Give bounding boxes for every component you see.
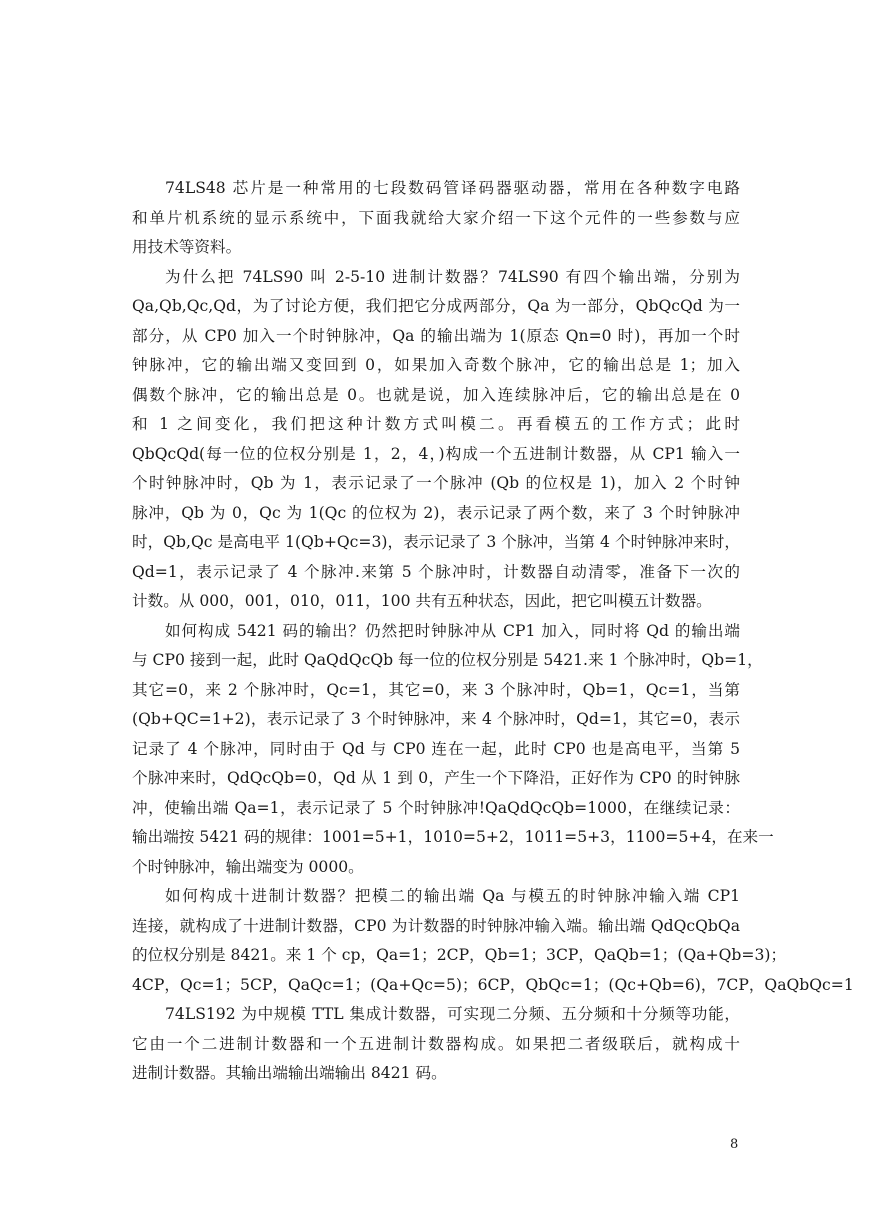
text-line: 4CP，Qc=1；5CP，QaQc=1；(Qa+Qc=5)；6CP，QbQc=1；(Qc+Qb=6)，7CP，QaQbQc=1 (132, 975, 854, 994)
body-text (132, 174, 854, 1089)
text-line: 其它=0，来 2 个脉冲时，Qc=1，其它=0，来 3 个脉冲时，Qb=1，Qc=1，当第 (132, 680, 740, 699)
text-line: 与 CP0 接到一起，此时 QaQdQcQb 每一位的位权分别是 5421.来 1 个脉冲时，Qb=1， (132, 651, 763, 669)
text-line: 用技术等资料。 (132, 238, 242, 256)
text-line: 记录了 4 个脉冲，同时由于 Qd 与 CP0 连在一起，此时 CP0 也是高电平，当第 5 (132, 739, 740, 758)
text-line: 的位权分别是 8421。来 1 个 cp，Qa=1；2CP，Qb=1；3CP，QaQb=1；(Qa+Qb=3)； (132, 946, 787, 964)
text-line: 偶数个脉冲，它的输出总是 0。也就是说，加入连续脉冲后，它的输出总是在 0 (132, 385, 740, 404)
text-line: 部分，从 CP0 加入一个时钟脉冲，Qa 的输出端为 1(原态 Qn=0 时)，再加一个时 (132, 326, 740, 345)
text-line: 如何构成 5421 码的输出？仍然把时钟脉冲从 CP1 加入，同时将 Qd 的输出端 (165, 621, 740, 640)
text-line: 74LS48 芯片是一种常用的七段数码管译码器驱动器，常用在各种数字电路 (165, 179, 740, 197)
text-line: QbQcQd(每一位的位权分别是 1，2，4，)构成一个五进制计数器，从 CP1 输入一 (132, 444, 740, 463)
paragraph-74ls48-intro (132, 174, 740, 263)
text-line: 时，Qb,Qc 是高电平 1(Qb+Qc=3)，表示记录了 3 个脉冲，当第 4 个时钟脉冲来时， (132, 533, 740, 551)
paragraph-decimal-counter (132, 882, 854, 1000)
text-line: Qa,Qb,Qc,Qd，为了讨论方便，我们把它分成两部分，Qa 为一部分，QbQcQd 为一 (132, 297, 740, 315)
text-line: 计数。从 000，001，010，011，100 共有五种状态，因此，把它叫模五计数器。 (132, 592, 712, 610)
text-line: 进制计数器。其输出端输出端输出 8421 码。 (132, 1064, 447, 1082)
text-line: 为什么把 74LS90 叫 2-5-10 进制计数器？74LS90 有四个输出端，分别为 (165, 267, 740, 286)
page-number: 8 (730, 1137, 739, 1152)
paragraph-74ls192 (132, 1000, 740, 1089)
text-line: 如何构成十进制计数器？把模二的输出端 Qa 与模五的时钟脉冲输入端 CP1 (165, 887, 740, 905)
text-line: 个脉冲来时，QdQcQb=0，Qd 从 1 到 0，产生一个下降沿，正好作为 CP0 的时钟脉 (132, 769, 740, 787)
text-line: 连接，就构成了十进制计数器，CP0 为计数器的时钟脉冲输入端。输出端 QdQcQbQa (132, 916, 740, 935)
text-line: 钟脉冲，它的输出端又变回到 0，如果加入奇数个脉冲，它的输出总是 1；加入 (132, 356, 740, 374)
text-line: 74LS192 为中规模 TTL 集成计数器，可实现二分频、五分频和十分频等功能， (165, 1005, 740, 1023)
text-line: 它由一个二进制计数器和一个五进制计数器构成。如果把二者级联后，就构成十 (132, 1034, 740, 1053)
text-line: 输出端按 5421 码的规律：1001=5+1，1010=5+2，1011=5+3，1100=5+4，在来一 (132, 828, 774, 846)
text-line: 个时钟脉冲时，Qb 为 1，表示记录了一个脉冲 (Qb 的位权是 1)，加入 2 个时钟 (132, 474, 740, 492)
text-line: Qd=1，表示记录了 4 个脉冲.来第 5 个脉冲时，计数器自动清零，准备下一次的 (132, 562, 740, 581)
text-line: 脉冲，Qb 为 0，Qc 为 1(Qc 的位权为 2)，表示记录了两个数，来了 3 个时钟脉冲 (132, 503, 740, 522)
text-line: 个时钟脉冲，输出端变为 0000。 (132, 857, 364, 876)
text-line: 和单片机系统的显示系统中，下面我就给大家介绍一下这个元件的一些参数与应 (132, 208, 740, 227)
text-line: 冲，使输出端 Qa=1，表示记录了 5 个时钟脉冲!QaQdQcQb=1000，在继续记录： (132, 798, 740, 817)
text-line: 和 1 之间变化，我们把这种计数方式叫模二。再看模五的工作方式；此时 (132, 415, 740, 433)
paragraph-5421-code (132, 617, 774, 883)
text-line: (Qb+QC=1+2)，表示记录了 3 个时钟脉冲，来 4 个脉冲时，Qd=1，其它=0，表示 (132, 710, 740, 728)
paragraph-74ls90-mod2-mod5 (132, 263, 740, 617)
